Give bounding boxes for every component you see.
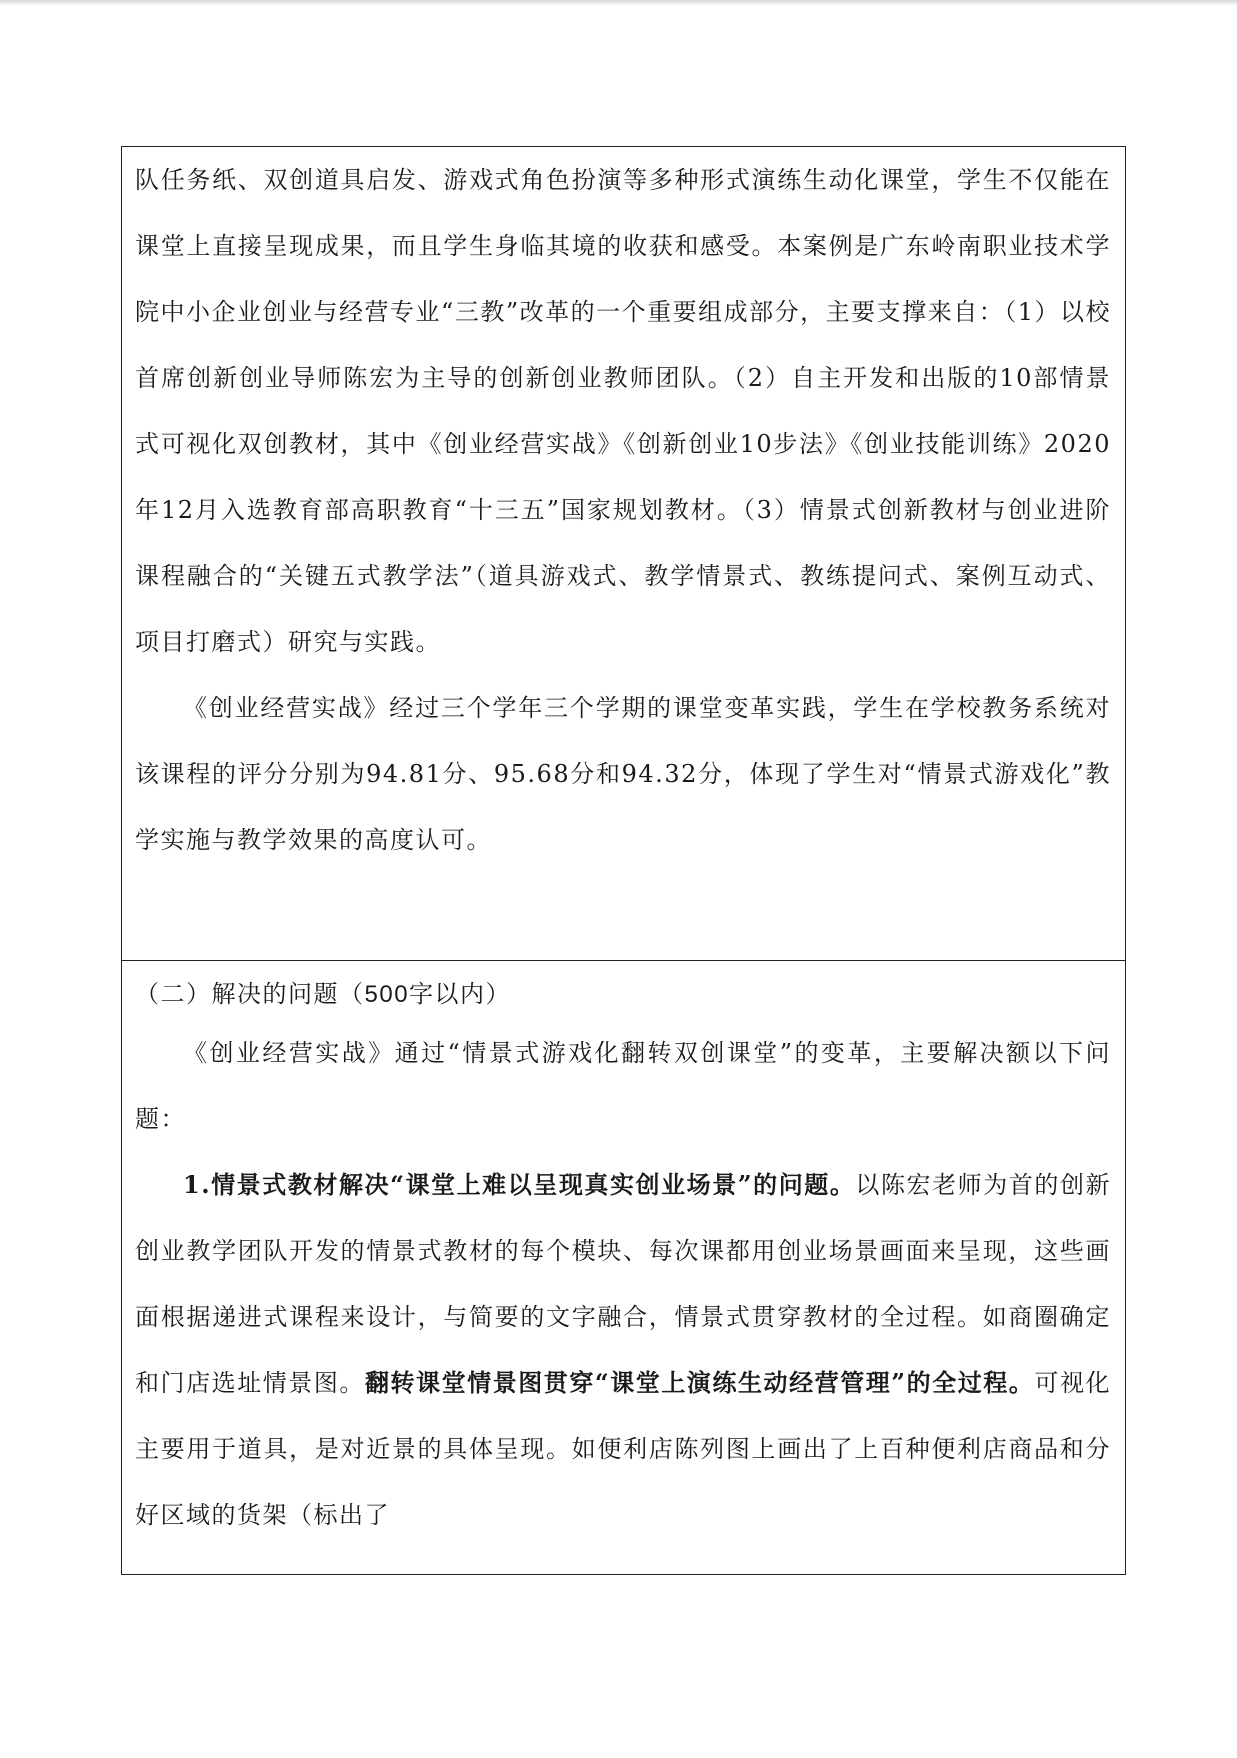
background-paragraph-2: 《创业经营实战》经过三个学年三个学期的课堂变革实践，学生在学校教务系统对该课程的评分分别为94.81分、95.68分和94.32分，体现了学生对“情景式游戏化”教学实施与教学效果的高度认可。 bbox=[135, 694, 1111, 854]
point-1-bold-statement: 翻转课堂情景图贯穿“课堂上演练生动经营管理”的全过程。 bbox=[364, 1368, 1035, 1397]
problems-intro: 《创业经营实战》通过“情景式游戏化翻转双创课堂”的变革，主要解决额以下问题： bbox=[135, 1039, 1111, 1133]
background-paragraph-1: 队任务纸、双创道具启发、游戏式角色扮演等多种形式演练生动化课堂，学生不仅能在课堂上直接呈现成果，而且学生身临其境的收获和感受。本案例是广东岭南职业技术学院中小企业创业与经营专业“三教”改革的一个重要组成部分，主要支撑来自：（1）以校首席创新创业导师陈宏为主导的创新创业教师团队。（2）自主开发和出版的10部情景式可视化双创教材，其中《创业经营实战》《创新创业10步法》《创业技能训练》2020年12月入选教育部高职教育“十三五”国家规划教材。（3）情景式创新教材与创业进阶课程融合的“关键五式教学法”（道具游戏式、教学情景式、教练提问式、案例互动式、项目打磨式）研究与实践。 bbox=[135, 166, 1111, 656]
table-cell-problems bbox=[122, 961, 1125, 1574]
heading-word-limit: 500 bbox=[364, 981, 410, 1008]
point-1-text-continued: 可视化主要用于道具，是对近景的具体呈现。如便利店陈列图上画出了上百种便利店商品和分好区域的货架（标出了 bbox=[135, 1369, 1112, 1529]
point-1-title: 1.情景式教材解决“课堂上难以呈现真实创业场景”的问题。 bbox=[183, 1170, 856, 1199]
scan-top-edge bbox=[0, 0, 1237, 6]
section-heading bbox=[135, 969, 1111, 1020]
heading-prefix: （二）解决的问题（ bbox=[135, 980, 365, 1008]
document-table bbox=[121, 146, 1126, 1575]
heading-suffix: 字以内） bbox=[409, 980, 512, 1008]
table-cell-background bbox=[122, 147, 1125, 961]
point-1-text: 以陈宏老师为首的创新创业教学团队开发的情景式教材的每个模块、每次课都用创业场景画面来呈现，这些画面根据递进式课程来设计，与简要的文字融合，情景式贯穿教材的全过程。如商圈确定和门店选址情景图。 bbox=[135, 1171, 1112, 1397]
problem-point-1 bbox=[135, 1152, 1111, 1548]
